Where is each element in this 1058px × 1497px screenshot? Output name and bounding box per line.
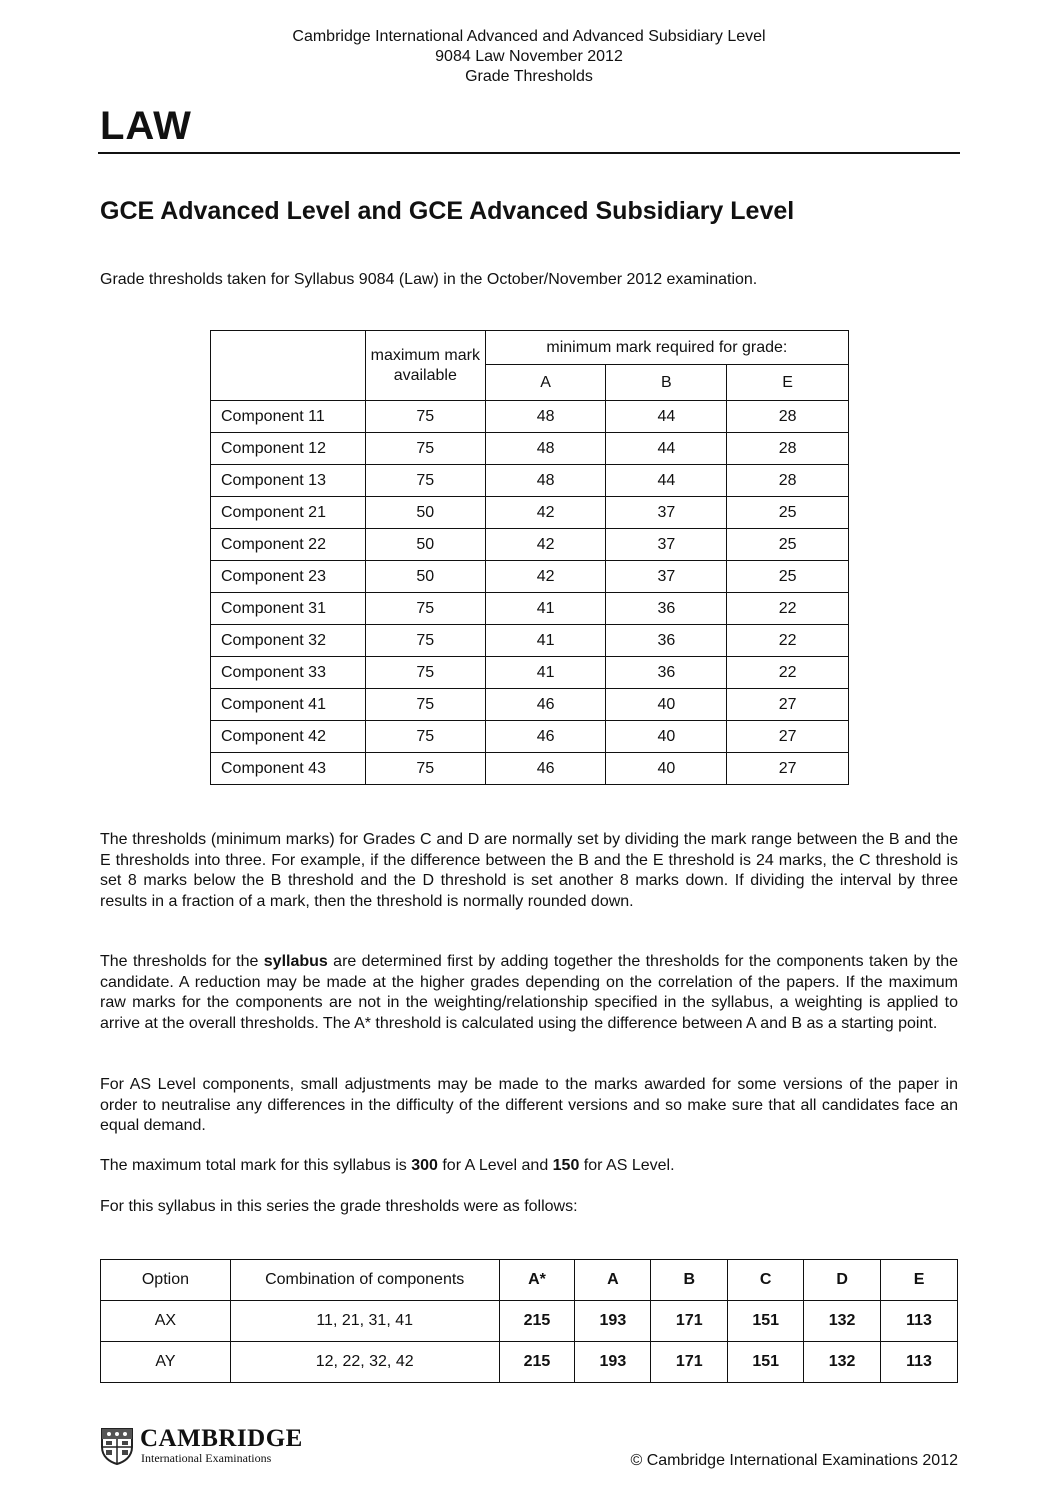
component-name-cell: Component 21 — [211, 497, 366, 529]
grade-b-cell: 37 — [606, 529, 727, 561]
table-row — [211, 433, 849, 465]
max-mark-cell: 75 — [365, 593, 485, 625]
max-mark-cell: 75 — [365, 401, 485, 433]
component-name-cell: Component 41 — [211, 689, 366, 721]
component-name-cell: Component 31 — [211, 593, 366, 625]
header-line-3: Grade Thresholds — [465, 68, 593, 85]
grade-a-cell: 46 — [485, 689, 606, 721]
grade-a-cell: 48 — [485, 433, 606, 465]
option-header-cell: Combination of components — [230, 1260, 499, 1301]
paragraph-as-level: For AS Level components, small adjustments may be made to the marks awarded for some versions of the paper in order to neutralise any differences in the difficulty of the different versions and so make sure that all candidates face an equal demand. — [100, 1076, 958, 1134]
grade-b-cell: 40 — [606, 689, 727, 721]
option-b-cell: 171 — [651, 1301, 728, 1342]
option-astar-cell: 215 — [499, 1342, 575, 1383]
option-astar-cell: 215 — [499, 1301, 575, 1342]
max-mark-cell: 75 — [365, 465, 485, 497]
option-c-cell: 151 — [728, 1301, 804, 1342]
crest-icon — [100, 1427, 134, 1465]
grade-a-cell: 41 — [485, 625, 606, 657]
logo-name: CAMBRIDGE — [140, 1425, 303, 1452]
option-c-cell: 151 — [728, 1342, 804, 1383]
grade-e-cell: 27 — [727, 721, 849, 753]
max-mark-cell: 50 — [365, 561, 485, 593]
cambridge-logo — [100, 1425, 320, 1465]
table-row — [211, 689, 849, 721]
document-header — [0, 27, 1058, 87]
grade-a-cell: 42 — [485, 561, 606, 593]
option-header-cell: Option — [101, 1260, 231, 1301]
max-mark-cell: 75 — [365, 625, 485, 657]
table-row — [211, 593, 849, 625]
header-line-1: Cambridge International Advanced and Advanced Subsidiary Level — [292, 28, 766, 45]
option-header-cell: C — [728, 1260, 804, 1301]
grade-b-cell: 36 — [606, 593, 727, 625]
paragraph-grade-c-d: The thresholds (minimum marks) for Grades C and D are normally set by dividing the mark range between the B and the E thresholds into three. For example, if the difference between the B and the E threshold is 24 marks, the C threshold is set 8 marks below the B threshold and the D threshold is set another 8 marks down. If dividing the interval by three results in a fraction of a mark, then the threshold is normally rounded down. — [100, 831, 958, 910]
subject-title: LAW — [100, 104, 192, 148]
component-name-cell: Component 42 — [211, 721, 366, 753]
grade-e-cell: 28 — [727, 433, 849, 465]
option-option-cell: AX — [101, 1301, 231, 1342]
grade-e-cell: 25 — [727, 497, 849, 529]
component-name-cell: Component 22 — [211, 529, 366, 561]
grade-e-cell: 28 — [727, 401, 849, 433]
grade-a-cell: 41 — [485, 657, 606, 689]
intro-text: Grade thresholds taken for Syllabus 9084 (Law) in the October/November 2012 examination. — [100, 271, 758, 288]
grade-b-cell: 37 — [606, 561, 727, 593]
option-b-cell: 171 — [651, 1342, 728, 1383]
grade-b-cell: 36 — [606, 657, 727, 689]
option-header-cell: A* — [499, 1260, 575, 1301]
grade-b-cell: 36 — [606, 625, 727, 657]
option-e-cell: 113 — [881, 1301, 958, 1342]
option-header-cell: D — [804, 1260, 881, 1301]
table-row — [101, 1301, 958, 1342]
grade-e-cell: 22 — [727, 657, 849, 689]
option-threshold-table — [100, 1259, 958, 1383]
grade-b-cell: 37 — [606, 497, 727, 529]
max-mark-cell: 50 — [365, 497, 485, 529]
grade-a-cell: 42 — [485, 529, 606, 561]
title-divider — [98, 152, 960, 154]
option-d-cell: 132 — [804, 1301, 881, 1342]
grade-b-cell: 44 — [606, 433, 727, 465]
max-mark-cell: 50 — [365, 529, 485, 561]
grade-e-cell: 28 — [727, 465, 849, 497]
table-row — [211, 497, 849, 529]
max-mark-cell: 75 — [365, 753, 485, 785]
grade-a-cell: 46 — [485, 721, 606, 753]
blank-header-cell — [211, 331, 366, 401]
grade-a-cell: 48 — [485, 465, 606, 497]
copyright-notice: © Cambridge International Examinations 2012 — [630, 1452, 958, 1469]
component-name-cell: Component 33 — [211, 657, 366, 689]
table-row — [211, 529, 849, 561]
paragraph-syllabus-thresholds — [100, 952, 958, 1034]
grade-e-cell: 25 — [727, 561, 849, 593]
grade-b-cell: 40 — [606, 721, 727, 753]
max-mark-cell: 75 — [365, 721, 485, 753]
para2-pre: The thresholds for the — [100, 953, 264, 970]
header-line-2: 9084 Law November 2012 — [435, 48, 623, 65]
level-title: GCE Advanced Level and GCE Advanced Subsidiary Level — [100, 197, 795, 225]
table-row — [101, 1342, 958, 1383]
grade-b-cell: 44 — [606, 401, 727, 433]
max-mark-header: maximum mark available — [365, 331, 485, 401]
component-name-cell: Component 11 — [211, 401, 366, 433]
paragraph-series-intro: For this syllabus in this series the grade thresholds were as follows: — [100, 1198, 578, 1215]
table-row — [211, 625, 849, 657]
table-row — [211, 401, 849, 433]
grade-b-cell: 40 — [606, 753, 727, 785]
grade-e-header: E — [727, 365, 849, 401]
table-row — [211, 561, 849, 593]
option-header-cell: B — [651, 1260, 728, 1301]
option-a-cell: 193 — [575, 1342, 651, 1383]
grade-b-cell: 44 — [606, 465, 727, 497]
option-header-cell: A — [575, 1260, 651, 1301]
table-row — [211, 465, 849, 497]
grade-e-cell: 27 — [727, 689, 849, 721]
option-d-cell: 132 — [804, 1342, 881, 1383]
grade-b-header: B — [606, 365, 727, 401]
min-mark-header: minimum mark required for grade: — [485, 331, 848, 365]
para2-post: are determined first by adding together the thresholds for the components taken by the candidate. A reduction may be made at the higher grades depending on the correlation of the papers. If the maximum raw marks for the components are not in the weighting/relationship specified in the syllabus, a weighting is applied to arrive at the overall thresholds. The A* threshold is calculated using the difference between A and B as a starting point. — [100, 953, 958, 1032]
option-e-cell: 113 — [881, 1342, 958, 1383]
option-a-cell: 193 — [575, 1301, 651, 1342]
component-name-cell: Component 12 — [211, 433, 366, 465]
paragraph-max-total — [100, 1156, 958, 1177]
grade-a-cell: 46 — [485, 753, 606, 785]
para4-post: for AS Level. — [579, 1157, 675, 1174]
para4-mid: for A Level and — [437, 1157, 553, 1174]
para2-bold: syllabus — [263, 953, 328, 970]
grade-a-cell: 41 — [485, 593, 606, 625]
grade-e-cell: 22 — [727, 625, 849, 657]
grade-e-cell: 27 — [727, 753, 849, 785]
grade-e-cell: 22 — [727, 593, 849, 625]
grade-e-cell: 25 — [727, 529, 849, 561]
option-header-cell: E — [881, 1260, 958, 1301]
para4-pre: The maximum total mark for this syllabus is — [100, 1157, 412, 1174]
grade-a-header: A — [485, 365, 606, 401]
table-row — [211, 657, 849, 689]
grade-a-cell: 42 — [485, 497, 606, 529]
grade-a-cell: 48 — [485, 401, 606, 433]
option-option-cell: AY — [101, 1342, 231, 1383]
logo-subtitle: International Examinations — [141, 1451, 272, 1465]
option-combo-cell: 11, 21, 31, 41 — [230, 1301, 499, 1342]
component-name-cell: Component 23 — [211, 561, 366, 593]
option-combo-cell: 12, 22, 32, 42 — [230, 1342, 499, 1383]
max-mark-cell: 75 — [365, 433, 485, 465]
table-row — [211, 753, 849, 785]
table-row — [211, 721, 849, 753]
as-level-max: 150 — [552, 1157, 580, 1174]
component-name-cell: Component 32 — [211, 625, 366, 657]
max-mark-cell: 75 — [365, 657, 485, 689]
component-name-cell: Component 13 — [211, 465, 366, 497]
component-name-cell: Component 43 — [211, 753, 366, 785]
component-threshold-table — [210, 330, 849, 785]
a-level-max: 300 — [411, 1157, 438, 1174]
max-mark-cell: 75 — [365, 689, 485, 721]
